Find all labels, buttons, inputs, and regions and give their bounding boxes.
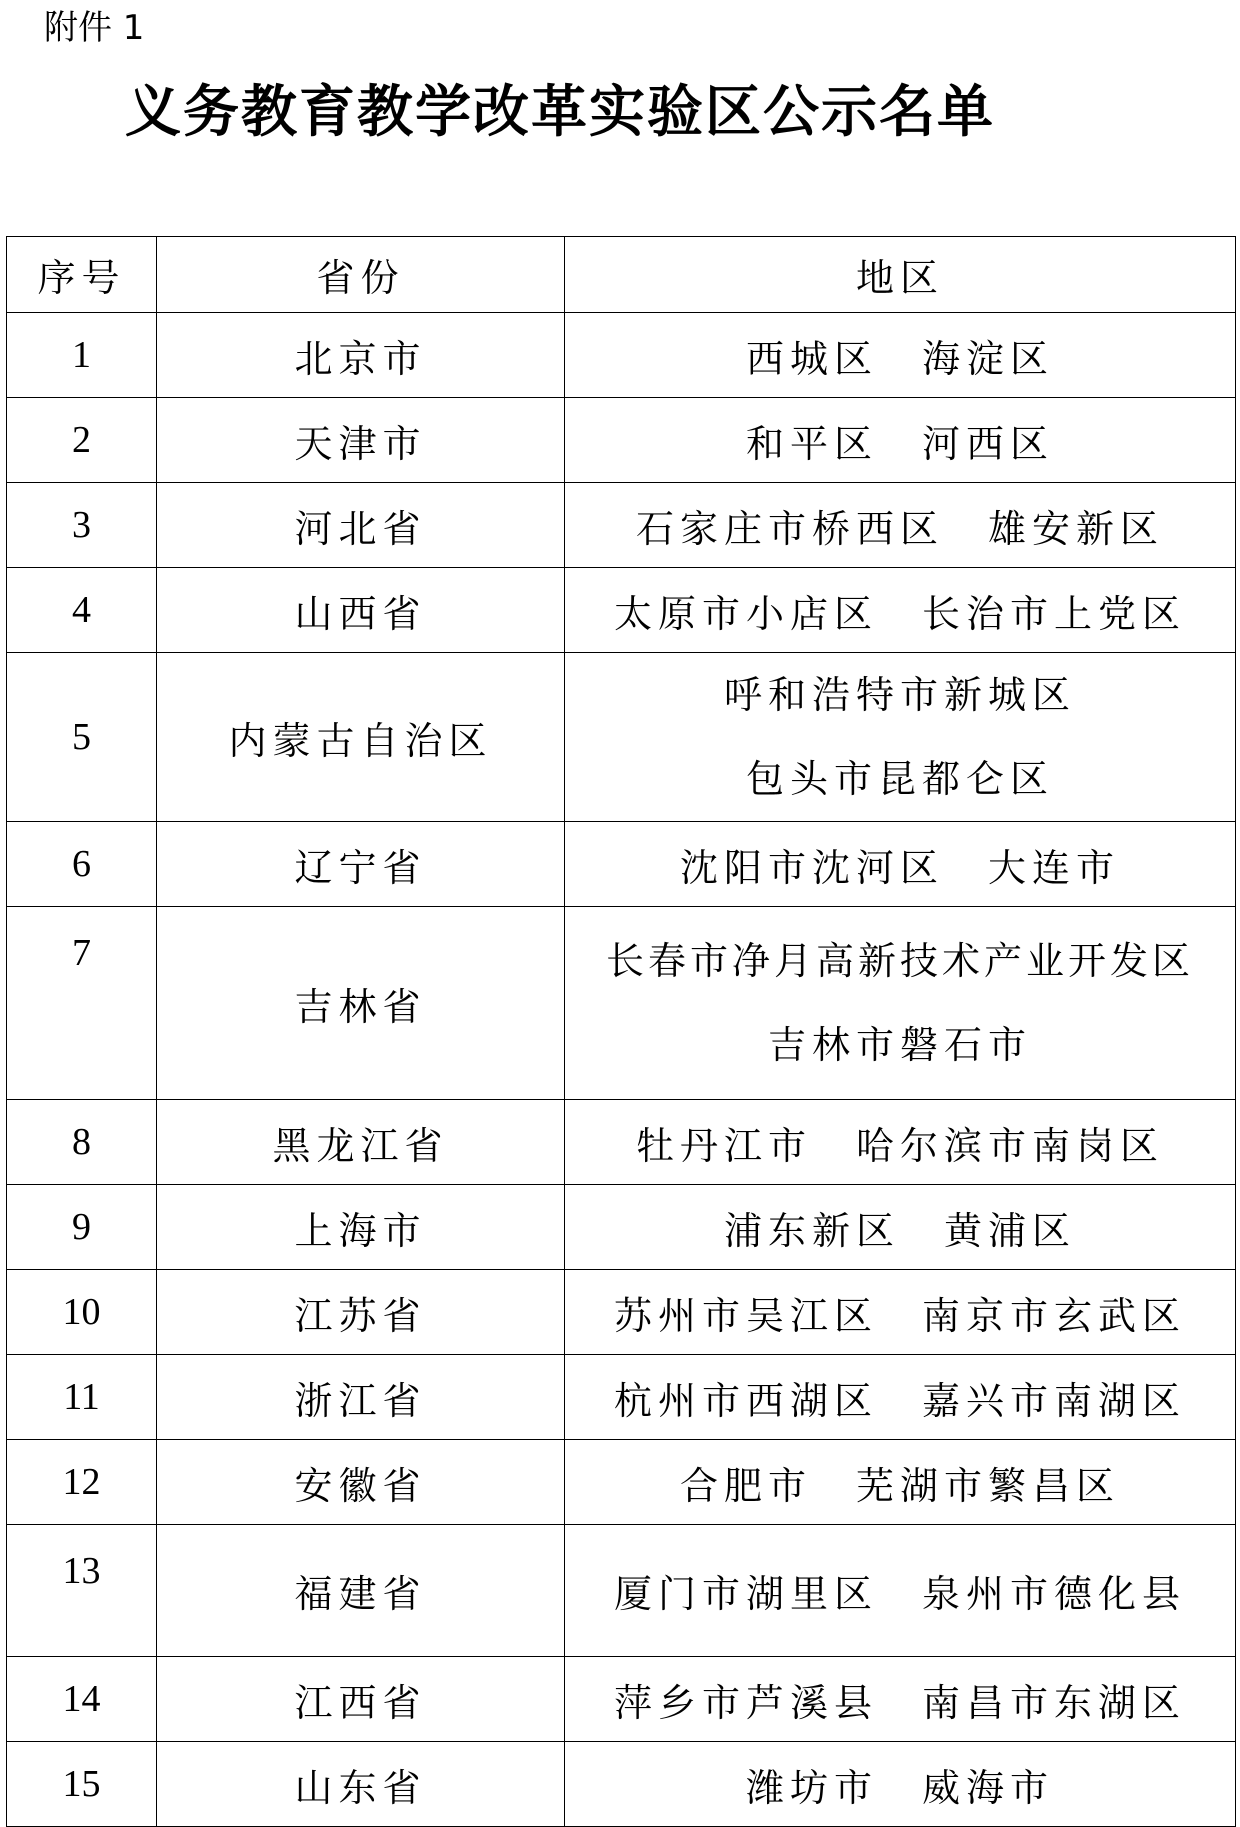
table-row [7,313,1236,398]
row-regions [565,1742,1236,1827]
region-name: 大连市 [988,845,1121,890]
region-name: 南京市玄武区 [922,1293,1187,1338]
table-row [7,1657,1236,1742]
table-row [7,483,1236,568]
table-row [7,907,1236,1100]
row-index: 4 [7,568,157,653]
row-regions [565,1657,1236,1742]
row-province: 吉林省 [157,907,565,1100]
header-region: 地区 [565,237,1236,313]
row-province: 上海市 [157,1185,565,1270]
row-regions [565,1525,1236,1657]
region-name: 厦门市湖里区 [613,1572,878,1616]
row-index: 6 [7,822,157,907]
row-province: 安徽省 [157,1440,565,1525]
region-name: 太原市小店区 [613,591,878,636]
row-regions [565,1440,1236,1525]
experimental-zone-table [6,236,1236,1827]
row-index: 11 [7,1355,157,1440]
row-regions [565,1100,1236,1185]
region-name: 吉林市磐石市 [767,1023,1032,1067]
row-province: 黑龙江省 [157,1100,565,1185]
table-row [7,822,1236,907]
row-index: 13 [7,1525,157,1657]
region-name: 牡丹江市 [635,1123,812,1168]
region-name: 雄安新区 [988,506,1165,551]
table-row [7,1742,1236,1827]
region-name: 芜湖市繁昌区 [856,1463,1121,1508]
row-index: 14 [7,1657,157,1742]
region-name: 苏州市吴江区 [613,1293,878,1338]
row-province: 江西省 [157,1657,565,1742]
region-name: 石家庄市桥西区 [635,506,944,551]
region-name: 黄浦区 [944,1208,1077,1253]
row-province: 山东省 [157,1742,565,1827]
region-name: 潍坊市 [745,1765,878,1810]
region-name: 南昌市东湖区 [922,1680,1187,1725]
region-name: 杭州市西湖区 [613,1378,878,1423]
row-province: 山西省 [157,568,565,653]
table-row [7,568,1236,653]
row-index: 1 [7,313,157,398]
row-regions [565,483,1236,568]
header-index: 序号 [7,237,157,313]
table-row [7,1440,1236,1525]
row-index: 7 [7,907,157,1100]
region-name: 泉州市德化县 [922,1572,1187,1616]
row-province: 浙江省 [157,1355,565,1440]
row-province: 福建省 [157,1525,565,1657]
header-province: 省份 [157,237,565,313]
row-regions [565,907,1236,1100]
table-row [7,1270,1236,1355]
row-index: 3 [7,483,157,568]
row-index: 5 [7,653,157,822]
row-province: 内蒙古自治区 [157,653,565,822]
table-row [7,1100,1236,1185]
document-title: 义务教育教学改革实验区公示名单 [125,79,995,145]
annex-label: 附件 1 [44,8,145,48]
table-row [7,1525,1236,1657]
row-regions [565,313,1236,398]
row-index: 2 [7,398,157,483]
region-name: 和平区 [745,421,878,466]
region-name: 海淀区 [922,336,1055,381]
region-name: 沈阳市沈河区 [679,845,944,890]
region-name: 合肥市 [679,1463,812,1508]
row-regions [565,1270,1236,1355]
region-name: 哈尔滨市南岗区 [856,1123,1165,1168]
row-index: 8 [7,1100,157,1185]
row-province: 辽宁省 [157,822,565,907]
row-regions [565,1185,1236,1270]
region-name: 包头市昆都仑区 [745,757,1054,801]
region-name: 长治市上党区 [922,591,1187,636]
row-regions [565,398,1236,483]
row-index: 10 [7,1270,157,1355]
table-row [7,653,1236,822]
row-regions [565,653,1236,822]
table-row [7,1355,1236,1440]
table-header-row [7,237,1236,313]
region-name: 萍乡市芦溪县 [613,1680,878,1725]
row-regions [565,568,1236,653]
row-province: 江苏省 [157,1270,565,1355]
row-index: 12 [7,1440,157,1525]
row-index: 15 [7,1742,157,1827]
region-name: 威海市 [922,1765,1055,1810]
row-regions [565,822,1236,907]
region-name: 浦东新区 [723,1208,900,1253]
region-name: 河西区 [922,421,1055,466]
row-province: 河北省 [157,483,565,568]
region-name: 长春市净月高新技术产业开发区 [605,939,1194,983]
row-index: 9 [7,1185,157,1270]
table-row [7,1185,1236,1270]
row-regions [565,1355,1236,1440]
row-province: 天津市 [157,398,565,483]
row-province: 北京市 [157,313,565,398]
region-name: 呼和浩特市新城区 [723,673,1076,717]
table-row [7,398,1236,483]
region-name: 西城区 [745,336,878,381]
region-name: 嘉兴市南湖区 [922,1378,1187,1423]
